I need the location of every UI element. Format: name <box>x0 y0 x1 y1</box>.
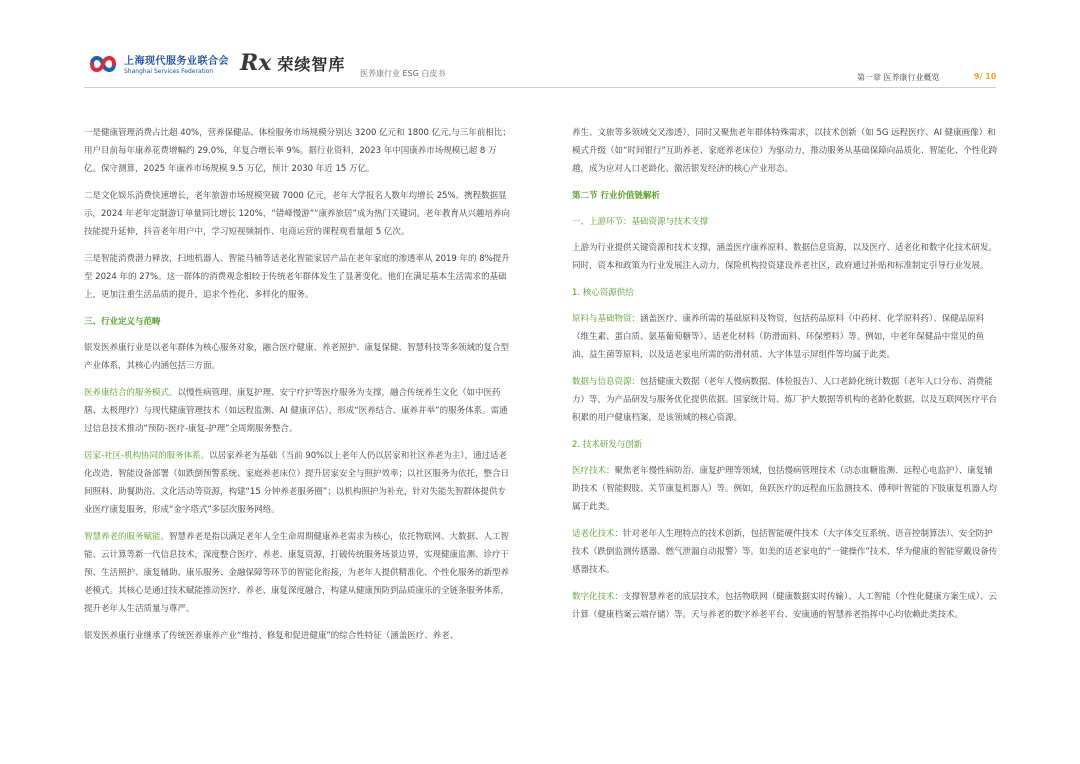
paragraph-body: 以慢性病管理、康复护理、安宁疗护等医疗服务为支撑，融合传统养生文化（如中医药膳、太极理疗）与现代健康管理技术（如远程监测、AI 健康评估），形成“医养结合、康养并举”的服务体系。需通过信息技术推动“预防-医疗-康复-护理”全周期服务整合。 <box>84 388 508 434</box>
paragraph: 银发医养康行业是以老年群体为核心服务对象，融合医疗健康、养老照护、康复保健、智慧科技等多领域的复合型产业体系，其核心内涵包括三方面。 <box>84 343 510 371</box>
page-number: 9/ 10 <box>974 72 997 81</box>
paragraph <box>572 462 1000 516</box>
paragraph-lead: 数据与信息资源： <box>572 377 641 387</box>
section-heading: 第二节 行业价值链解析 <box>572 191 660 201</box>
paragraph <box>84 384 512 438</box>
paragraph <box>572 310 1000 364</box>
section-heading: 三、行业定义与范畴 <box>84 317 161 327</box>
paragraph-body: 支撑智慧养老的底层技术，包括物联网（健康数据实时传输）、人工智能（个性化健康方案生成）、云计算（健康档案云端存储）等。天与养老的数字养老平台、安康通的智慧养老指挥中心均依赖此类技术。 <box>572 592 998 620</box>
ssf-logo <box>88 52 229 75</box>
paragraph <box>572 373 1000 427</box>
paragraph-body: 聚焦老年慢性病防治、康复护理等领域，包括慢病管理技术（动态血糖监测、远程心电监护）、康复辅助技术（智能假肢、关节康复机器人）等。例如，鱼跃医疗的远程血压监测技术、傅利叶智能的下肢康复机器人均属于此类。 <box>572 466 998 512</box>
paragraph-lead: 医养康结合的服务模式。 <box>84 388 178 398</box>
paragraph: 三是智能消费潜力释放，扫地机器人、智能马桶等适老化智能家居产品在老年家庭的渗透率从 2019 年的 8%提升至 2024 年的 27%。这一群体的消费观念相较于传统老年群体发生了显著变化。他们在满足基本生活需求的基础上，更加注重生活品质的提升，追求个性化、多样化的服务。 <box>84 254 510 300</box>
page-header <box>0 0 1080 96</box>
subsection-heading: 一、上游环节：基础资源与技术支撑 <box>572 217 709 227</box>
right-column <box>572 124 1000 633</box>
brand-mark: Rx <box>240 50 272 76</box>
paragraph-body: 智慧养老是指以满足老年人全生命周期健康养老需求为核心，依托物联网、大数据、人工智能、云计算等新一代信息技术，深度整合医疗、养老、康复资源，打破传统服务场景边界，实现健康监测、诊疗干预、生活照护、康复辅助、康乐服务、金融保障等环节的智能化衔接，为老年人提供精准化、个性化服务的新型养老模式。其核心是通过技术赋能推动医疗、养老、康复深度融合，构建从健康预防到品质康乐的全链条服务体系，提升老年人生活质量与尊严。 <box>84 532 510 614</box>
paragraph: 二是文化娱乐消费快速增长，老年旅游市场规模突破 7000 亿元，老年大学报名人数年均增长 25%。携程数据显示，2024 年老年定制游订单量同比增长 120%，“错峰慢游”“康养旅居”成为热门关键词。老年教育从兴趣培养向技能提升延伸，抖音老年用户中，学习短视频制作、电商运营的课程观看量超 5 亿次。 <box>84 191 510 237</box>
paragraph-lead: 数字化技术： <box>572 592 624 602</box>
list-heading: 2. 技术研发与创新 <box>572 440 643 450</box>
paragraph-lead: 智慧养老的服务赋能。 <box>84 532 170 542</box>
brand-logo <box>240 50 345 76</box>
paragraph-lead: 医疗技术： <box>572 466 615 476</box>
paragraph-lead: 居家-社区-机构协同的服务体系。 <box>84 451 210 461</box>
paragraph: 养生、文旅等多领域交叉渗透），同时又聚焦老年群体特殊需求，以技术创新（如 5G 远程医疗、AI 健康画像）和模式升级（如“时间银行”互助养老、家庭养老床位）为驱动力，推动服务从基础保障向品质化、智能化、个性化跨越，成为应对人口老龄化、激活银发经济的核心产业形态。 <box>572 128 998 174</box>
paragraph-body: 针对老年人生理特点的技术创新，包括智能硬件技术（大字体交互系统、语音控制算法）、安全防护技术（跌倒监测传感器、燃气泄漏自动报警）等。如美的适老家电的“一键操作”技术、华为健康的智能穿戴设备传感器技术。 <box>572 529 998 575</box>
paragraph-body: 以居家养老为基础（当前 90%以上老年人仍以居家和社区养老为主），通过适老化改造、智能设备部署（如跌倒预警系统、家庭养老床位）提升居家安全与照护效率；以社区服务为依托，整合日间照料、助餐助浴、文化活动等资源，构建“15 分钟养老服务圈”；以机构照护为补充，针对失能失智群体提供专业医疗康复服务，形成“金字塔式”多层次服务网络。 <box>84 451 510 515</box>
paragraph-body: 涵盖医疗、康养所需的基础原料及物资，包括药品原料（中药材、化学原料药）、保健品原料（维生素、蛋白质、氨基葡萄糖等）、适老化材料（防滑面料、环保塑料）等。例如，中老年保健品中常见的鱼油、益生菌等原料，以及适老家电所需的防滑材质、大字体显示屏组件等均属于此类。 <box>572 314 985 360</box>
paragraph-lead: 原料与基础物资： <box>572 314 641 324</box>
document-title: 医养康行业 ESG 白皮书 <box>360 69 446 78</box>
paragraph <box>84 528 512 618</box>
left-column <box>84 124 512 654</box>
paragraph-lead: 适老化技术： <box>572 529 624 539</box>
paragraph: 一是健康管理消费占比超 40%，营养保健品、体检服务市场规模分别达 3200 亿元和 1800 亿元,与三年前相比；用户目前每年康养花费增幅约 29.0%，年复合增长率 9%。据行业资料，2023 年中国康养市场规模已超 8 万亿。保守测算，2025 年康养市场规模 9.5 万亿，预计 2030 年近 15 万亿。 <box>84 128 511 174</box>
paragraph-body: 包括健康大数据（老年人慢病数据、体检报告）、人口老龄化统计数据（老年人口分布、消费能力）等，为产品研发与服务优化提供依据。国家统计局、炼厂护大数据等机构的老龄化数据，以及互联网医疗平台积累的用户健康档案，是该领域的核心资源。 <box>572 377 998 423</box>
header-divider <box>84 87 996 88</box>
list-heading: 1. 核心资源供给 <box>572 288 634 298</box>
paragraph <box>572 588 1000 624</box>
chapter-title: 第一章 医养康行业概览 <box>857 73 940 82</box>
paragraph <box>572 525 1000 579</box>
org-name-en: Shanghai Services Federation <box>124 68 214 75</box>
paragraph: 上游为行业提供关键资源和技术支撑，涵盖医疗康养原料、数据信息资源，以及医疗、适老化和数字化技术研发。同时，资本和政策为行业发展注入动力，保险机构投资建设养老社区，政府通过补贴和标准制定引导行业发展。 <box>572 243 998 271</box>
ssf-logo-icon <box>88 53 118 75</box>
brand-name: 荣续智库 <box>277 54 346 74</box>
paragraph: 银发医养康行业继承了传统医养康养产业“维持、修复和促进健康”的综合性特征（涵盖医疗、养老、 <box>84 631 459 641</box>
paragraph <box>84 447 512 519</box>
org-name-cn: 上海现代服务业联合会 <box>124 56 229 67</box>
